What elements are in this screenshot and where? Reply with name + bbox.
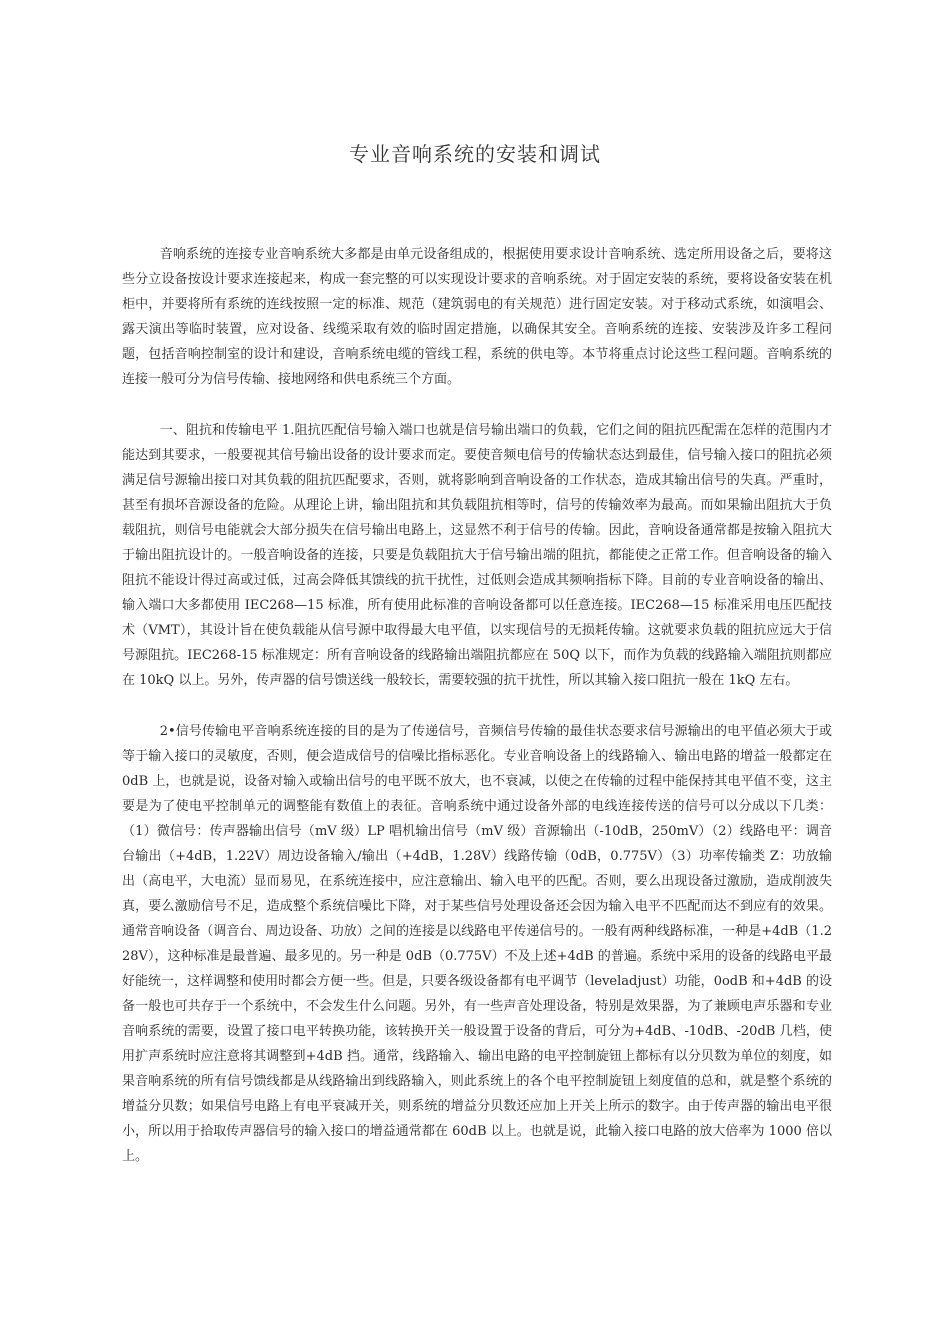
page-title: 专业音响系统的安装和调试: [349, 142, 601, 166]
paragraph-impedance-matching: 一、阻抗和传输电平 1.阻抗匹配信号输入端口也就是信号输出端口的负载，它们之间的阻抗匹配需在怎样的范围内才能达到其要求，一般要视其信号输出设备的设计要求而定。要使音频电信号的传输状态达到最佳，信号输入接口的阻抗必须满足信号源输出接口对其负载的阻抗匹配要求，否则，就将影响到音响设备的工作状态，造成其输出信号的失真。严重时，甚至有损坏音源设备的危险。从理论上讲，输出阻抗和其负载阻抗相等时，信号的传输效率为最高。而如果输出阻抗大于负载阻抗，则信号电能就会大部分损失在信号输出电路上，这显然不利于信号的传输。因此，音响设备通常都是按输入阻抗大于输出阻抗设计的。一般音响设备的连接，只要是负载阻抗大于信号输出端的阻抗，都能使之正常工作。但音响设备的输入阻抗不能设计得过高或过低，过高会降低其馈线的抗干扰性，过低则会造成其频响指标下降。目前的专业音响设备的输出、输入端口大多都使用 IEC268—15 标准，所有使用此标准的音响设备都可以任意连接。IEC268—15 标准采用电压匹配技术（VMT），其设计旨在使负载能从信号源中取得最大电平值，以实现信号的无损耗传输。这就要求负载的阻抗应远大于信号源阻抗。IEC268-15 标准规定：所有音响设备的线路输出端阻抗都应在 50Q 以下，而作为负载的线路输入端阻抗则都应在 10kQ 以上。另外，传声器的信号馈送线一般较长，需要较强的抗干扰性，所以其输入接口阻抗一般在 1kQ 左右。: [122, 423, 832, 688]
document-body: [122, 242, 832, 1195]
paragraph-system-connection: 音响系统的连接专业音响系统大多都是由单元设备组成的，根据使用要求设计音响系统、选定所用设备之后，要将这些分立设备按设计要求连接起来，构成一套完整的可以实现设计要求的音响系统。对于固定安装的系统，要将设备安装在机柜中，并要将所有系统的连线按照一定的标准、规范（建筑弱电的有关规范）进行固定安装。对于移动式系统，如演唱会、露天演出等临时装置，应对设备、线缆采取有效的临时固定措施，以确保其安全。音响系统的连接、安装涉及许多工程问题，包括音响控制室的设计和建设，音响系统电缆的管线工程，系统的供电等。本节将重点讨论这些工程问题。音响系统的连接一般可分为信号传输、接地网络和供电系统三个方面。: [122, 247, 832, 387]
paragraph-signal-level: 2•信号传输电平音响系统连接的目的是为了传递信号，音频信号传输的最佳状态要求信号源输出的电平值必须大于或等于输入接口的灵敏度，否则，便会造成信号的信噪比指标恶化。专业音响设备上的线路输入、输出电路的增益一般都定在 0dB 上，也就是说，设备对输入或输出信号的电平既不放大，也不衰减，以使之在传输的过程中能保持其电平值不变，这主要是为了使电平控制单元的调整能有数值上的表征。音响系统中通过设备外部的电线连接传送的信号可以分成以下几类：（1）微信号：传声器输出信号（mV 级）LP 唱机输出信号（mV 级）音源输出（-10dB，250mV）（2）线路电平：调音台输出（+4dB，1.22V）周边设备输入/输出（+4dB，1.28V）线路传输（0dB，0.775V）（3）功率传输类 Z：功放输出（高电平，大电流）显而易见，在系统连接中，应注意输出、输入电平的匹配。否则，要么出现设备过激励，造成削波失真，要么激励信号不足，造成整个系统信噪比下降，对于某些信号处理设备还会因为输入电平不匹配而达不到应有的效果。通常音响设备（调音台、周边设备、功放）之间的连接是以线路电平传递信号的。一般有两种线路标准，一种是+4dB（1.228V），这种标准是最普遍、最多见的。另一种是 0dB（0.775V）不及上述+4dB 的普遍。系统中采用的设备的线路电平最好能统一，这样调整和使用时都会方便一些。但是，只要各级设备都有电平调节（leveladjust）功能，0odB 和+4dB 的设备一般也可共存于一个系统中，不会发生什么问题。另外，有一些声音处理设备，特别是效果器，为了兼顾电声乐器和专业音响系统的需要，设置了接口电平转换功能，该转换开关一般设置于设备的背后，可分为+4dB、-10dB、-20dB 几档，使用扩声系统时应注意将其调整到+4dB 挡。通常，线路输入、输出电路的电平控制旋钮上都标有以分贝数为单位的刻度，如果音响系统的所有信号馈线都是从线路输出到线路输入，则此系统上的各个电平控制旋钮上刻度值的总和，就是整个系统的增益分贝数；如果信号电路上有电平衰减开关，则系统的增益分贝数还应加上开关上所示的数字。由于传声器的输出电平很小，所以用于拾取传声器信号的输入接口的增益通常都在 60dB 以上。也就是说，此输入接口电路的放大倍率为 1000 倍以上。: [122, 724, 832, 1164]
